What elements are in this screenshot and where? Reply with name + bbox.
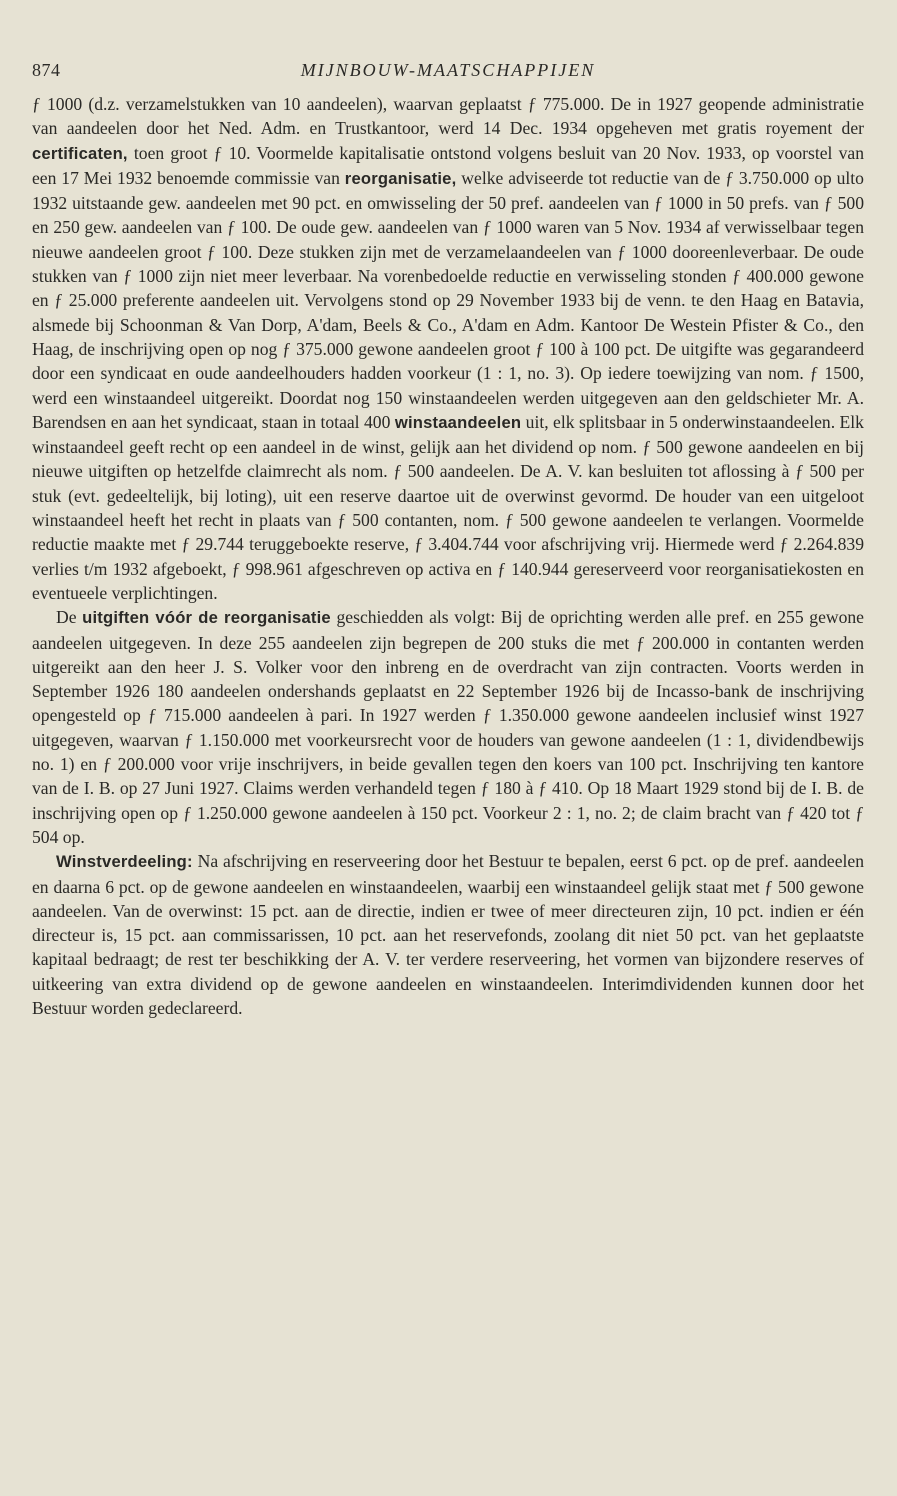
running-title: MIJNBOUW-MAATSCHAPPIJEN xyxy=(300,60,596,80)
paragraph-issues-before-reorganisation xyxy=(32,605,864,849)
bold-term: reorganisatie, xyxy=(344,168,457,188)
bold-term: certificaten, xyxy=(32,143,128,163)
text-run: geschiedden als volgt: Bij de oprichting werden alle pref. en 255 gewone aandeelen uitgegeven. In deze 255 aandeelen zijn begrepen de 200 stuks die met ƒ 200.000 in contanten werden uitgereikt aan den heer J. S. Volker voor den inbreng en de overdracht van zijn contracten. Voorts werden in September 1926 180 aandeelen ondershands geplaatst en 22 September 1926 bij de Incasso-bank de inschrijving opengesteld op ƒ 715.000 aandeelen à pari. In 1927 werden ƒ 1.350.000 gewone aandeelen inclusief winst 1927 uitgegeven, waarvan ƒ 1.150.000 met voorkeursrecht voor de houders van gewone aandeelen (1 : 1, dividendbewijs no. 1) en ƒ 200.000 voor vrije inschrijvers, in beide gevallen tegen den koers van 100 pct. Inschrijving ten kantore van de I. B. op 27 Juni 1927. Claims werden verhandeld tegen ƒ 180 à ƒ 410. Op 18 Maart 1929 stond bij de I. B. de inschrijving open op ƒ 1.250.000 gewone aandeelen à 150 pct. Voorkeur 2 : 1, no. 2; de claim bracht van ƒ 420 tot ƒ 504 op. xyxy=(32,607,864,847)
body-text xyxy=(32,92,864,1020)
bold-term: uitgiften vóór de reorganisatie xyxy=(82,608,331,628)
text-run: uit, elk splitsbaar in 5 onderwinstaandeelen. Elk winstaandeel geeft recht op een aandeel in de winst, gelijk aan het dividend op nom. ƒ 500 gewone aandeelen en bij nieuwe uitgiften op hetzelfde claimrecht als nom. ƒ 500 aandeelen. De A. V. kan besluiten tot aflossing à ƒ 500 per stuk (evt. gedeeltelijk, bij loting), uit een reserve daartoe uit de overwinst gevormd. De houder van een uitgeloot winstaandeel heeft het recht in plaats van ƒ 500 contanten, nom. ƒ 500 gewone aandeelen te verlangen. Voormelde reductie maakte met ƒ 29.744 teruggeboekte reserve, ƒ 3.404.744 voor afschrijving vrij. Hiermede werd ƒ 2.264.839 verlies t/m 1932 afgeboekt, ƒ 998.961 afgeschreven op activa en ƒ 140.944 gereserveerd voor reorganisatiekosten en eventueele verplichtingen. xyxy=(32,411,864,603)
text-run: De xyxy=(56,607,83,628)
paragraph-capital-reorganisation xyxy=(32,92,864,605)
text-run: ƒ 1000 (d.z. verzamelstukken van 10 aandeelen), waarvan geplaatst ƒ 775.000. De in 1927 geopende administratie van aandeelen door het Ned. Adm. en Trustkantoor, werd 14 Dec. 1934 opgeheven met gratis royement der xyxy=(32,94,864,139)
bold-term: winstaandeelen xyxy=(394,412,522,432)
paragraph-profit-distribution xyxy=(32,849,864,1020)
bold-term: Winstverdeeling: xyxy=(56,852,193,872)
page-number: 874 xyxy=(32,60,61,80)
document-page xyxy=(32,58,864,1020)
text-run: Na afschrijving en reserveering door het Bestuur te bepalen, eerst 6 pct. op de pref. aandeelen en daarna 6 pct. op de gewone aandeelen en winstaandeelen, waarbij een winstaandeel gelijk staat met ƒ 500 gewone aandeelen. Van de overwinst: 15 pct. aan de directie, indien er twee of meer directeuren zijn, 10 pct. indien er één directeur is, 15 pct. aan commissarissen, 10 pct. aan het reservefonds, zoolang dit niet 50 pct. van het geplaatste kapitaal bedraagt; de rest ter beschikking der A. V. ter verdere reserveering, het vormen van bijzondere reserves of uitkeering van extra dividend op de gewone aandeelen en winstaandeelen. Interimdividenden kunnen door het Bestuur worden gedeclareerd. xyxy=(32,851,864,1018)
page-header xyxy=(32,58,864,92)
text-run: toen groot ƒ 10. Voormelde kapitalisatie ontstond volgens besluit van 20 Nov. 1933, op voorstel van een 17 Mei 1932 benoemde commissie van xyxy=(32,142,864,188)
text-run: welke adviseerde tot reductie van de ƒ 3.750.000 op ulto 1932 uitstaande gew. aandeelen met 90 pct. en omwisseling der 50 pref. aandeelen van ƒ 1000 in 50 prefs. van ƒ 500 en 250 gew. aandeelen van ƒ 100. De oude gew. aandeelen van ƒ 1000 waren van 5 Nov. 1934 af verwisselbaar tegen nieuwe aandeelen groot ƒ 100. Deze stukken zijn met de verzamelaandeelen van ƒ 1000 dooreenleverbaar. De oude stukken van ƒ 1000 zijn niet meer leverbaar. Na vorenbedoelde reductie en verwisseling stonden ƒ 400.000 gewone en ƒ 25.000 preferente aandeelen uit. Vervolgens stond op 29 November 1933 bij de venn. te den Haag en Batavia, alsmede bij Schoonman & Van Dorp, A'dam, Beels & Co., A'dam en Adm. Kantoor De Westein Pfister & Co., den Haag, de inschrijving open op nog ƒ 375.000 gewone aandeelen groot ƒ 100 à 100 pct. De uitgifte was gegarandeerd door een syndicaat en oude aandeelhouders hadden voorkeur (1 : 1, no. 3). Op iedere toewijzing van nom. ƒ 1500, werd een winstaandeel uitgereikt. Doordat nog 150 winstaandeelen werden uitgegeven aan den geldschieter Mr. A. Barendsen en aan het syndicaat, staan in totaal 400 xyxy=(32,167,864,432)
